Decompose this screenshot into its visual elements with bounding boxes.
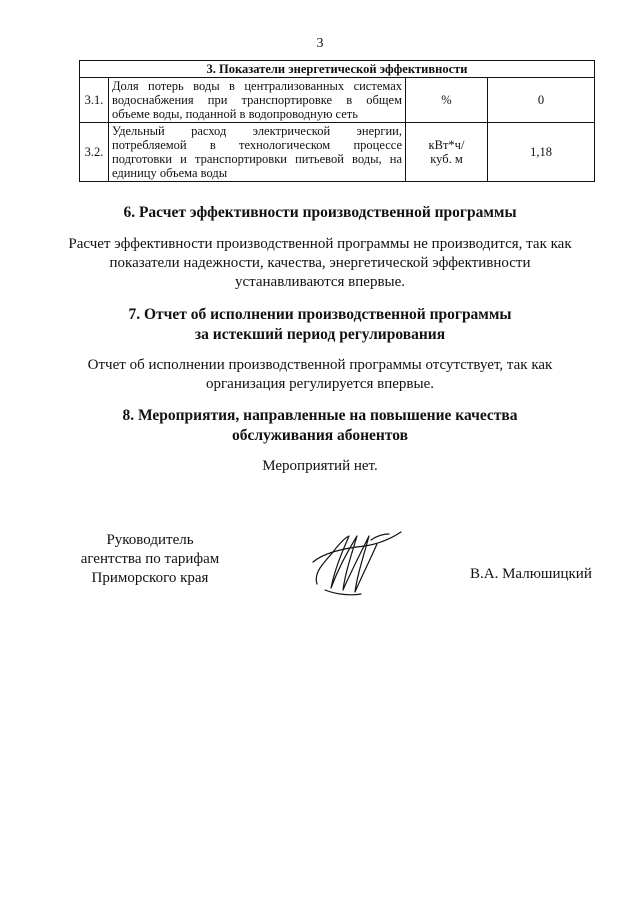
- table-row: [80, 123, 595, 182]
- title-line: 8. Мероприятия, направленные на повышение качества: [122, 407, 518, 424]
- table-section-title: 3. Показатели энергетической эффективности: [80, 61, 595, 78]
- text-line: организация регулируется впервые.: [206, 376, 434, 392]
- title-line: агентства по тарифам: [80, 551, 220, 567]
- page-number: 3: [316, 36, 324, 51]
- table-row: [80, 78, 595, 123]
- section-6-title: 6. Расчет эффективности производственной программы: [123, 204, 517, 221]
- handwritten-signature: [305, 522, 415, 602]
- description-line: объеме воды, поданной в водопроводную сеть: [112, 107, 358, 121]
- description-line: подготовки и транспортировки питьевой воды, на: [112, 152, 402, 166]
- description-line: потребляемой в технологическом процессе: [112, 138, 402, 152]
- signer-name: В.А. Малюшицкий: [470, 566, 592, 582]
- text-line: устанавливаются впервые.: [234, 274, 406, 290]
- title-line: Приморского края: [91, 570, 209, 586]
- unit-line: куб. м: [430, 152, 463, 166]
- description-line: Доля потерь воды в централизованных системах: [112, 79, 402, 93]
- title-line: за истекший период регулирования: [194, 326, 446, 343]
- signer-title: [60, 531, 240, 588]
- row-description: [109, 123, 406, 182]
- title-line: обслуживания абонентов: [232, 427, 408, 444]
- row-unit: %: [406, 78, 488, 123]
- row-unit: [406, 123, 488, 182]
- title-line: Руководитель: [106, 532, 194, 548]
- text-line: Расчет эффективности производственной программы не производится, так как: [68, 236, 572, 252]
- section-8-text: Мероприятий нет.: [262, 458, 378, 474]
- description-line: единицу объема воды: [112, 166, 228, 180]
- row-description: [109, 78, 406, 123]
- section-7-text: [60, 356, 580, 394]
- text-line: Отчет об исполнении производственной программы отсутствует, так как: [87, 357, 553, 373]
- row-value: 0: [488, 78, 595, 123]
- row-number: 3.1.: [80, 78, 109, 123]
- text-line: показатели надежности, качества, энергетической эффективности: [109, 255, 531, 271]
- row-number: 3.2.: [80, 123, 109, 182]
- description-line: водоснабжения при транспортировке в общем: [112, 93, 402, 107]
- section-8-title: [0, 406, 640, 446]
- unit-line: кВт*ч/: [428, 138, 465, 152]
- row-value: 1,18: [488, 123, 595, 182]
- table-section-row: [80, 61, 595, 78]
- title-line: 7. Отчет об исполнении производственной программы: [128, 306, 512, 323]
- section-7-title: [0, 305, 640, 345]
- indicators-table: [79, 60, 595, 182]
- description-line: Удельный расход электрической энергии,: [112, 124, 402, 138]
- section-6-text: [60, 235, 580, 292]
